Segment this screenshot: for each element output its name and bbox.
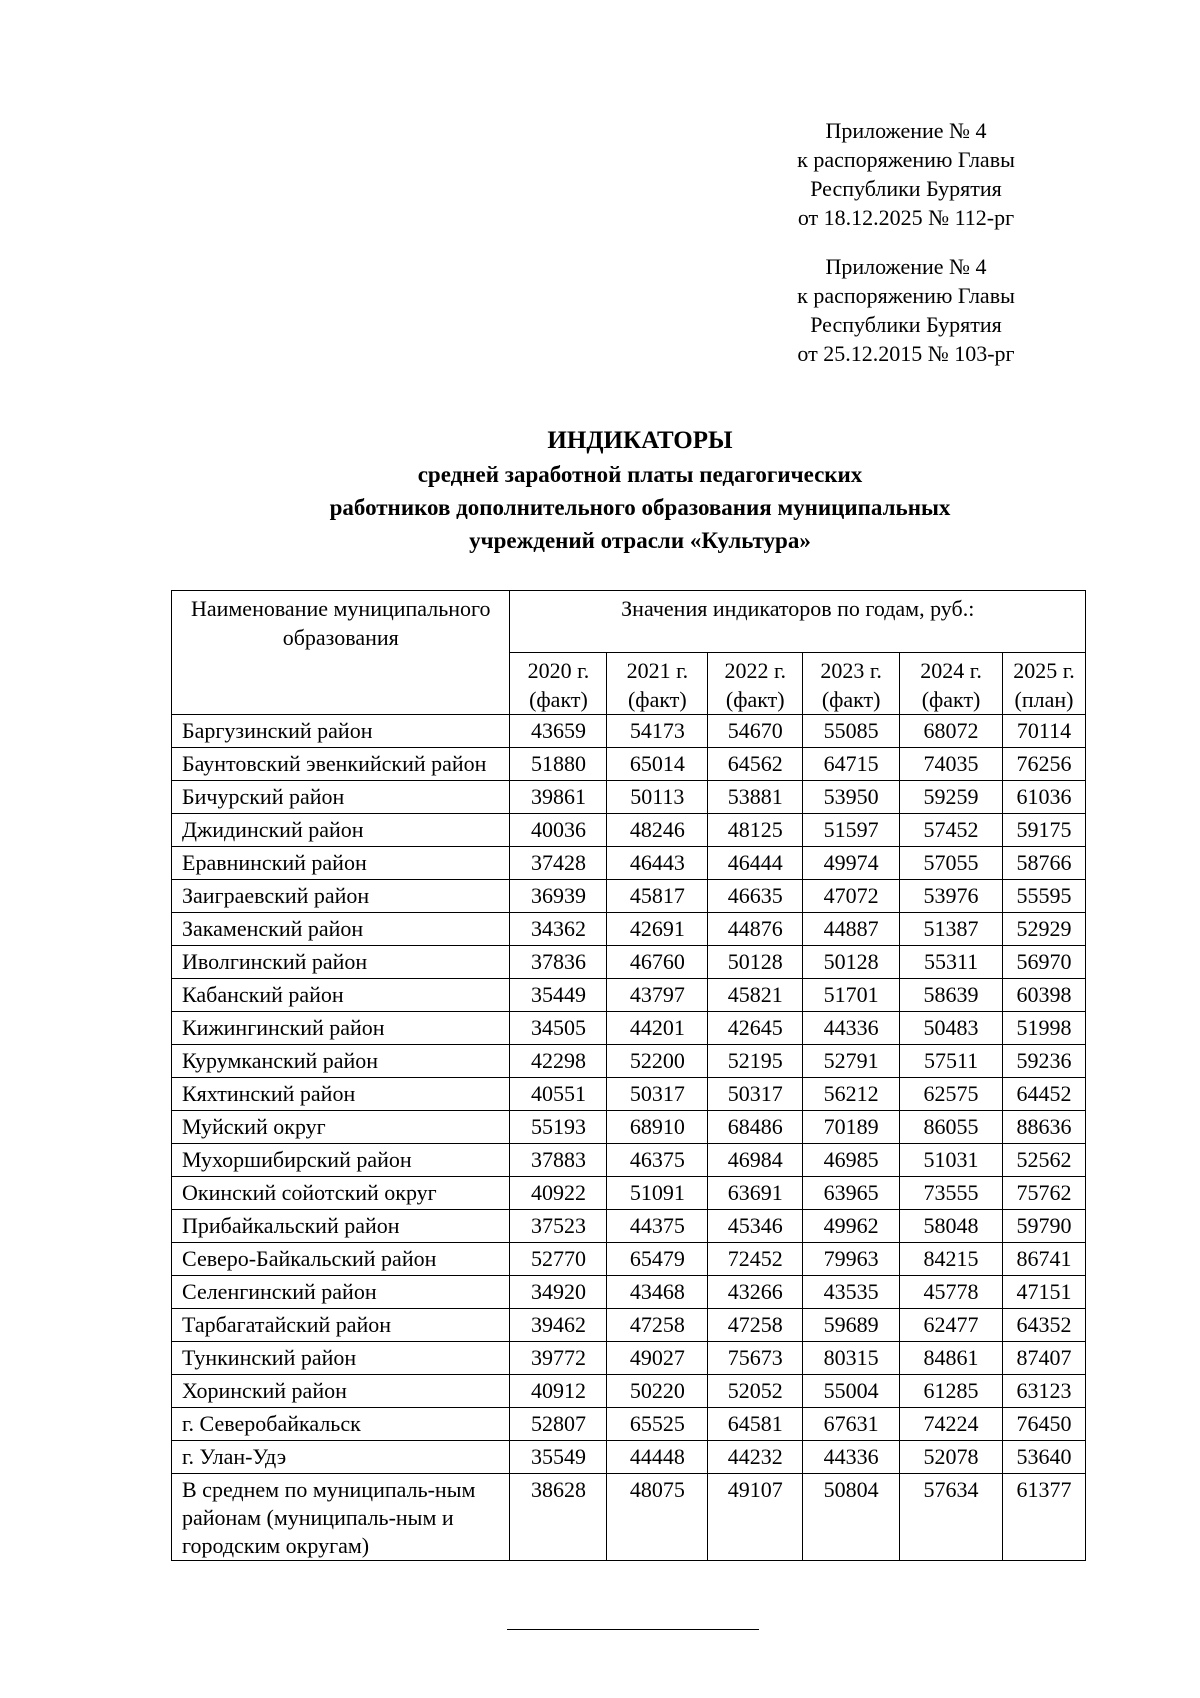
indicator-value: 40912 xyxy=(510,1375,607,1408)
indicator-value: 61036 xyxy=(1003,781,1086,814)
table-row xyxy=(172,1078,1086,1111)
indicator-value: 59236 xyxy=(1003,1045,1086,1078)
indicator-value: 40922 xyxy=(510,1177,607,1210)
indicator-value: 40551 xyxy=(510,1078,607,1111)
indicator-value: 50317 xyxy=(607,1078,708,1111)
indicator-value: 76450 xyxy=(1003,1408,1086,1441)
indicator-value: 52929 xyxy=(1003,913,1086,946)
indicator-value: 70114 xyxy=(1003,715,1086,748)
table-row xyxy=(172,1012,1086,1045)
municipality-name: Бичурский район xyxy=(172,781,510,814)
table-row xyxy=(172,1408,1086,1441)
indicator-value: 51597 xyxy=(803,814,900,847)
municipality-name: Кабанский район xyxy=(172,979,510,1012)
indicators-table xyxy=(171,590,1086,1561)
indicator-value: 42691 xyxy=(607,913,708,946)
title-line: учреждений отрасли «Культура» xyxy=(469,528,811,553)
municipality-name: Курумканский район xyxy=(172,1045,510,1078)
indicator-value: 46985 xyxy=(803,1144,900,1177)
indicator-value: 88636 xyxy=(1003,1111,1086,1144)
indicator-value: 86055 xyxy=(900,1111,1003,1144)
indicator-value: 50128 xyxy=(803,946,900,979)
indicator-value: 84861 xyxy=(900,1342,1003,1375)
indicator-value: 46443 xyxy=(607,847,708,880)
municipality-name: Баргузинский район xyxy=(172,715,510,748)
indicator-value: 34362 xyxy=(510,913,607,946)
title-line: средней заработной платы педагогических xyxy=(417,462,863,487)
table-row xyxy=(172,748,1086,781)
indicator-value: 48075 xyxy=(607,1474,708,1561)
indicator-value: 55193 xyxy=(510,1111,607,1144)
indicator-value: 45817 xyxy=(607,880,708,913)
table-row xyxy=(172,913,1086,946)
indicator-value: 53950 xyxy=(803,781,900,814)
document-title xyxy=(160,424,1120,557)
indicator-value: 62477 xyxy=(900,1309,1003,1342)
closing-rule xyxy=(507,1629,759,1630)
indicator-value: 51031 xyxy=(900,1144,1003,1177)
indicator-value: 51387 xyxy=(900,913,1003,946)
indicator-value: 55595 xyxy=(1003,880,1086,913)
indicator-value: 50317 xyxy=(708,1078,803,1111)
indicator-value: 64715 xyxy=(803,748,900,781)
indicator-value: 44201 xyxy=(607,1012,708,1045)
indicator-value: 52791 xyxy=(803,1045,900,1078)
indicator-value: 59175 xyxy=(1003,814,1086,847)
indicator-value: 51880 xyxy=(510,748,607,781)
table-row xyxy=(172,847,1086,880)
indicator-value: 44448 xyxy=(607,1441,708,1474)
indicator-value: 47151 xyxy=(1003,1276,1086,1309)
table-row xyxy=(172,1375,1086,1408)
indicator-value: 42298 xyxy=(510,1045,607,1078)
municipality-name: В среднем по муниципаль-ным районам (муниципаль-ным и городским округам) xyxy=(172,1474,510,1561)
table-body xyxy=(172,715,1086,1561)
appendix-republic: Республики Бурятия xyxy=(810,176,1002,201)
indicator-value: 63965 xyxy=(803,1177,900,1210)
table-row xyxy=(172,1474,1086,1561)
indicator-value: 50483 xyxy=(900,1012,1003,1045)
indicator-value: 44336 xyxy=(803,1441,900,1474)
table-row xyxy=(172,1309,1086,1342)
indicator-value: 59259 xyxy=(900,781,1003,814)
municipality-name: г. Северобайкальск xyxy=(172,1408,510,1441)
indicator-value: 46635 xyxy=(708,880,803,913)
municipality-name: Еравнинский район xyxy=(172,847,510,880)
indicator-value: 37836 xyxy=(510,946,607,979)
indicator-value: 74224 xyxy=(900,1408,1003,1441)
indicator-value: 86741 xyxy=(1003,1243,1086,1276)
indicator-value: 63691 xyxy=(708,1177,803,1210)
indicator-value: 68486 xyxy=(708,1111,803,1144)
indicator-value: 52200 xyxy=(607,1045,708,1078)
municipality-name: Иволгинский район xyxy=(172,946,510,979)
table-row xyxy=(172,979,1086,1012)
header-year: 2022 г. (факт) xyxy=(708,653,803,715)
table-row xyxy=(172,1342,1086,1375)
indicator-value: 63123 xyxy=(1003,1375,1086,1408)
indicator-value: 36939 xyxy=(510,880,607,913)
indicator-value: 49107 xyxy=(708,1474,803,1561)
header-municipality: Наименование муниципального образования xyxy=(172,591,510,715)
indicator-value: 43797 xyxy=(607,979,708,1012)
indicator-value: 51998 xyxy=(1003,1012,1086,1045)
indicator-value: 64452 xyxy=(1003,1078,1086,1111)
indicator-value: 61377 xyxy=(1003,1474,1086,1561)
indicator-value: 42645 xyxy=(708,1012,803,1045)
indicator-value: 57055 xyxy=(900,847,1003,880)
indicator-value: 39861 xyxy=(510,781,607,814)
indicator-value: 75762 xyxy=(1003,1177,1086,1210)
indicator-value: 43535 xyxy=(803,1276,900,1309)
indicator-value: 54670 xyxy=(708,715,803,748)
header-year: 2023 г. (факт) xyxy=(803,653,900,715)
indicator-value: 43468 xyxy=(607,1276,708,1309)
indicator-value: 72452 xyxy=(708,1243,803,1276)
indicator-value: 56212 xyxy=(803,1078,900,1111)
indicator-value: 79963 xyxy=(803,1243,900,1276)
table-row xyxy=(172,715,1086,748)
indicator-value: 60398 xyxy=(1003,979,1086,1012)
appendix-title: Приложение № 4 xyxy=(825,254,987,279)
appendix-date-number: от 18.12.2025 № 112-рг xyxy=(797,205,1015,230)
indicator-value: 52562 xyxy=(1003,1144,1086,1177)
indicator-value: 52195 xyxy=(708,1045,803,1078)
indicator-value: 35549 xyxy=(510,1441,607,1474)
municipality-name: Прибайкальский район xyxy=(172,1210,510,1243)
header-year: 2024 г. (факт) xyxy=(900,653,1003,715)
indicator-value: 59790 xyxy=(1003,1210,1086,1243)
indicator-value: 39772 xyxy=(510,1342,607,1375)
header-values: Значения индикаторов по годам, руб.: xyxy=(510,591,1086,653)
municipality-name: Муйский округ xyxy=(172,1111,510,1144)
header-year: 2025 г. (план) xyxy=(1003,653,1086,715)
indicator-value: 56970 xyxy=(1003,946,1086,979)
indicator-value: 37883 xyxy=(510,1144,607,1177)
indicator-value: 58048 xyxy=(900,1210,1003,1243)
indicator-value: 51701 xyxy=(803,979,900,1012)
indicator-value: 37523 xyxy=(510,1210,607,1243)
table-row xyxy=(172,1177,1086,1210)
indicator-value: 52770 xyxy=(510,1243,607,1276)
indicator-value: 49974 xyxy=(803,847,900,880)
indicator-value: 84215 xyxy=(900,1243,1003,1276)
indicator-value: 55085 xyxy=(803,715,900,748)
indicator-value: 87407 xyxy=(1003,1342,1086,1375)
indicator-value: 58766 xyxy=(1003,847,1086,880)
indicator-value: 47072 xyxy=(803,880,900,913)
table-row xyxy=(172,814,1086,847)
indicator-value: 44232 xyxy=(708,1441,803,1474)
appendix-date-number: от 25.12.2015 № 103-рг xyxy=(797,341,1015,366)
table-row xyxy=(172,1243,1086,1276)
table-row xyxy=(172,1276,1086,1309)
appendix-reference: к распоряжению Главы xyxy=(797,147,1015,172)
indicator-value: 45346 xyxy=(708,1210,803,1243)
indicator-value: 44336 xyxy=(803,1012,900,1045)
indicator-value: 53640 xyxy=(1003,1441,1086,1474)
appendix-republic: Республики Бурятия xyxy=(810,312,1002,337)
indicator-value: 48246 xyxy=(607,814,708,847)
municipality-name: Тарбагатайский район xyxy=(172,1309,510,1342)
indicator-value: 58639 xyxy=(900,979,1003,1012)
indicator-value: 47258 xyxy=(607,1309,708,1342)
municipality-name: Мухоршибирский район xyxy=(172,1144,510,1177)
indicator-value: 50128 xyxy=(708,946,803,979)
indicator-value: 50113 xyxy=(607,781,708,814)
indicator-value: 74035 xyxy=(900,748,1003,781)
indicator-value: 39462 xyxy=(510,1309,607,1342)
indicator-value: 52807 xyxy=(510,1408,607,1441)
indicator-value: 80315 xyxy=(803,1342,900,1375)
table-row xyxy=(172,1210,1086,1243)
indicator-value: 52052 xyxy=(708,1375,803,1408)
indicator-value: 57452 xyxy=(900,814,1003,847)
indicator-value: 46984 xyxy=(708,1144,803,1177)
indicator-value: 37428 xyxy=(510,847,607,880)
header-year: 2021 г. (факт) xyxy=(607,653,708,715)
indicator-value: 76256 xyxy=(1003,748,1086,781)
indicator-value: 61285 xyxy=(900,1375,1003,1408)
appendix-note-original xyxy=(736,252,1076,368)
municipality-name: Северо-Байкальский район xyxy=(172,1243,510,1276)
header-year: 2020 г. (факт) xyxy=(510,653,607,715)
appendix-note-current xyxy=(736,116,1076,232)
indicator-value: 38628 xyxy=(510,1474,607,1561)
indicator-value: 43659 xyxy=(510,715,607,748)
indicator-value: 46760 xyxy=(607,946,708,979)
indicator-value: 52078 xyxy=(900,1441,1003,1474)
indicator-value: 64581 xyxy=(708,1408,803,1441)
indicator-value: 43266 xyxy=(708,1276,803,1309)
municipality-name: Тункинский район xyxy=(172,1342,510,1375)
indicator-value: 35449 xyxy=(510,979,607,1012)
indicator-value: 54173 xyxy=(607,715,708,748)
indicator-value: 73555 xyxy=(900,1177,1003,1210)
indicator-value: 51091 xyxy=(607,1177,708,1210)
indicator-value: 70189 xyxy=(803,1111,900,1144)
municipality-name: Закаменский район xyxy=(172,913,510,946)
indicator-value: 67631 xyxy=(803,1408,900,1441)
table-row xyxy=(172,1441,1086,1474)
municipality-name: Хоринский район xyxy=(172,1375,510,1408)
indicator-value: 45778 xyxy=(900,1276,1003,1309)
indicator-value: 34920 xyxy=(510,1276,607,1309)
title-line: работников дополнительного образования муниципальных xyxy=(329,495,951,520)
indicator-value: 49027 xyxy=(607,1342,708,1375)
indicator-value: 55311 xyxy=(900,946,1003,979)
indicator-value: 53881 xyxy=(708,781,803,814)
table-row xyxy=(172,1045,1086,1078)
municipality-name: Селенгинский район xyxy=(172,1276,510,1309)
indicator-value: 46375 xyxy=(607,1144,708,1177)
indicator-value: 65479 xyxy=(607,1243,708,1276)
table-row xyxy=(172,1144,1086,1177)
indicator-value: 49962 xyxy=(803,1210,900,1243)
municipality-name: Баунтовский эвенкийский район xyxy=(172,748,510,781)
table-row xyxy=(172,781,1086,814)
indicator-value: 45821 xyxy=(708,979,803,1012)
indicator-value: 50804 xyxy=(803,1474,900,1561)
indicator-value: 62575 xyxy=(900,1078,1003,1111)
municipality-name: Окинский сойотский округ xyxy=(172,1177,510,1210)
table-row xyxy=(172,1111,1086,1144)
indicator-value: 44876 xyxy=(708,913,803,946)
indicator-value: 65014 xyxy=(607,748,708,781)
indicator-value: 34505 xyxy=(510,1012,607,1045)
indicator-value: 40036 xyxy=(510,814,607,847)
indicator-value: 48125 xyxy=(708,814,803,847)
indicator-value: 68072 xyxy=(900,715,1003,748)
municipality-name: Джидинский район xyxy=(172,814,510,847)
municipality-name: г. Улан-Удэ xyxy=(172,1441,510,1474)
appendix-reference: к распоряжению Главы xyxy=(797,283,1015,308)
indicator-value: 65525 xyxy=(607,1408,708,1441)
indicator-value: 44887 xyxy=(803,913,900,946)
indicator-value: 55004 xyxy=(803,1375,900,1408)
municipality-name: Заиграевский район xyxy=(172,880,510,913)
indicator-value: 57634 xyxy=(900,1474,1003,1561)
indicator-value: 59689 xyxy=(803,1309,900,1342)
municipality-name: Кижингинский район xyxy=(172,1012,510,1045)
indicator-value: 64562 xyxy=(708,748,803,781)
appendix-title: Приложение № 4 xyxy=(825,118,987,143)
indicator-value: 50220 xyxy=(607,1375,708,1408)
table-row xyxy=(172,946,1086,979)
indicator-value: 53976 xyxy=(900,880,1003,913)
indicator-value: 68910 xyxy=(607,1111,708,1144)
indicator-value: 44375 xyxy=(607,1210,708,1243)
indicator-value: 46444 xyxy=(708,847,803,880)
indicator-value: 47258 xyxy=(708,1309,803,1342)
indicator-value: 57511 xyxy=(900,1045,1003,1078)
municipality-name: Кяхтинский район xyxy=(172,1078,510,1111)
title-heading: ИНДИКАТОРЫ xyxy=(547,427,733,454)
indicator-value: 64352 xyxy=(1003,1309,1086,1342)
indicator-value: 75673 xyxy=(708,1342,803,1375)
table-row xyxy=(172,880,1086,913)
